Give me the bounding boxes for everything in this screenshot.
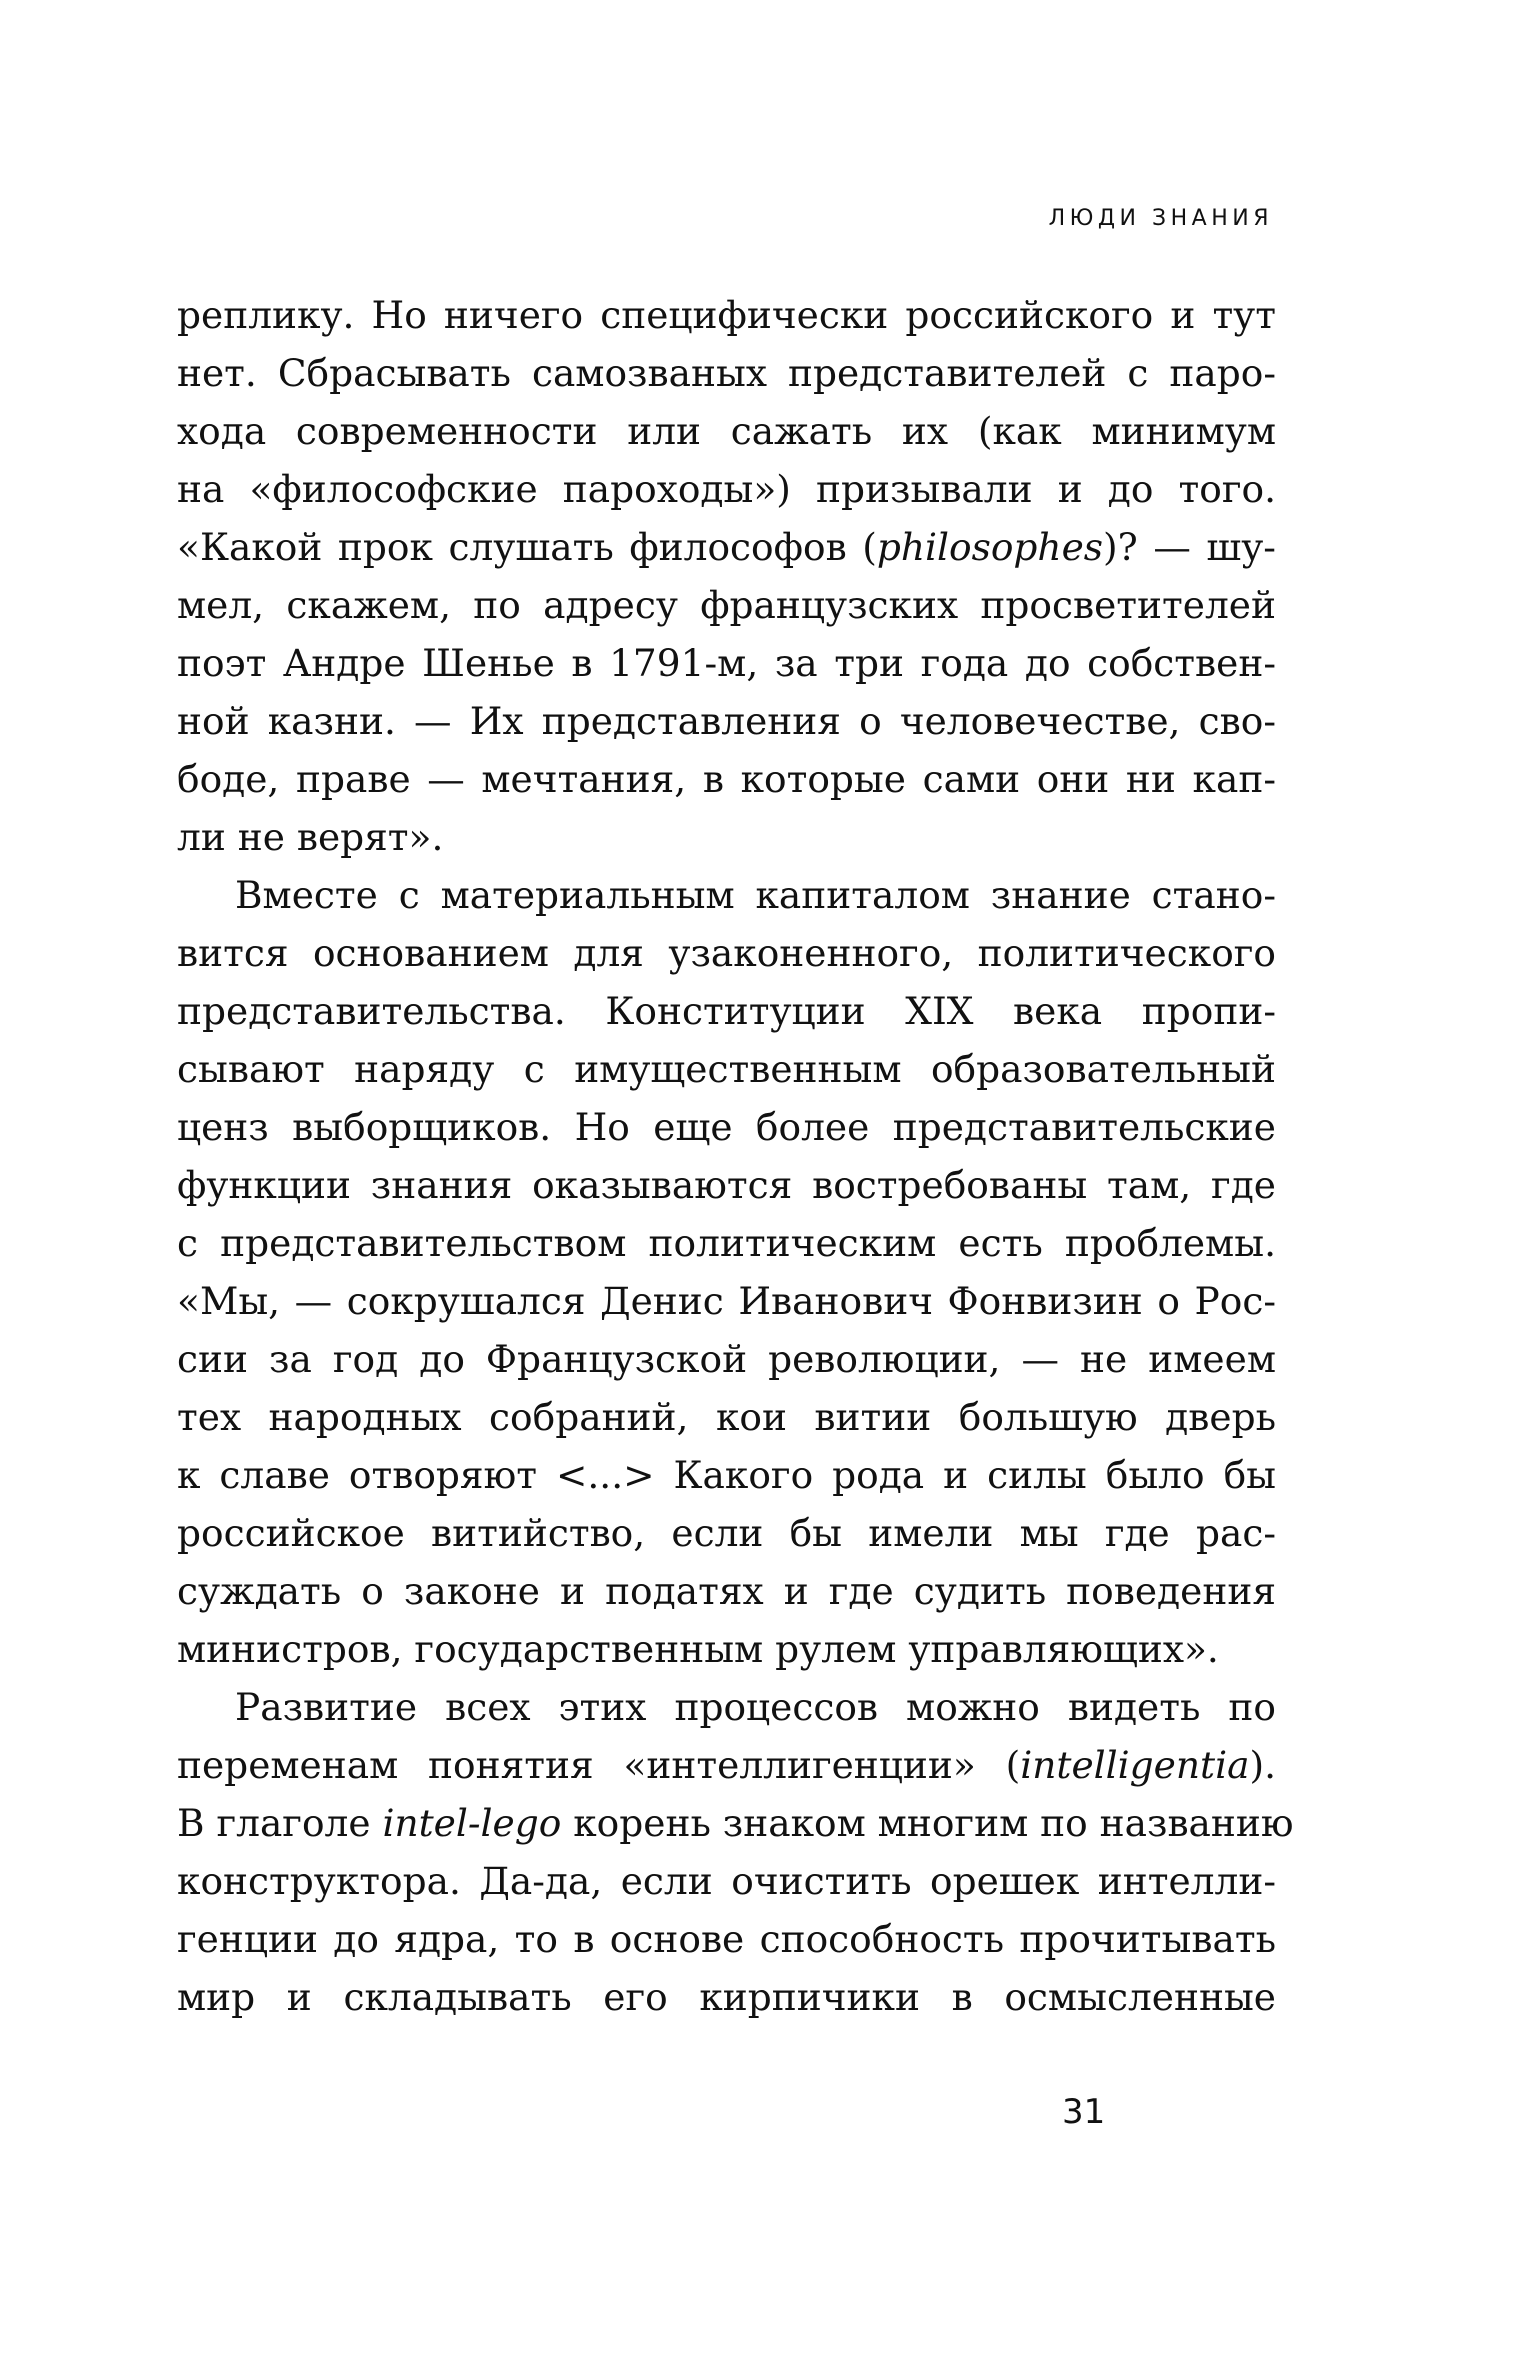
text-segment: сывают наряду с имущественным образовательный bbox=[177, 1047, 1276, 1091]
text-segment: суждать о законе и податях и где судить поведения bbox=[177, 1569, 1276, 1613]
text-segment: корень знаком многим по названию bbox=[561, 1801, 1294, 1845]
text-segment: хода современности или сажать их (как минимум bbox=[177, 409, 1276, 453]
text-segment: представительства. Конституции XIX века пропи- bbox=[177, 989, 1276, 1033]
text-line bbox=[177, 1736, 1276, 1794]
text-segment: «Какой прок слушать философов ( bbox=[177, 525, 877, 569]
text-line bbox=[177, 1852, 1276, 1910]
text-line bbox=[177, 1446, 1276, 1504]
text-segment: В глаголе bbox=[177, 1801, 383, 1845]
text-segment: министров, государственным рулем управляющих». bbox=[177, 1627, 1219, 1671]
text-line bbox=[177, 402, 1276, 460]
text-segment: Вместе с материальным капиталом знание стано- bbox=[235, 873, 1276, 917]
text-segment: к славе отворяют <...> Какого рода и силы было бы bbox=[177, 1453, 1276, 1497]
text-segment: российское витийство, если бы имели мы где рас- bbox=[177, 1511, 1276, 1555]
text-segment: реплику. Но ничего специфически российского и тут bbox=[177, 293, 1276, 337]
text-segment: с представительством политическим есть проблемы. bbox=[177, 1221, 1276, 1265]
text-segment: сии за год до Французской революции, — не имеем bbox=[177, 1337, 1276, 1381]
text-line bbox=[177, 1156, 1276, 1214]
text-line bbox=[177, 460, 1276, 518]
text-line bbox=[177, 1330, 1276, 1388]
text-segment: генции до ядра, то в основе способность прочитывать bbox=[177, 1917, 1276, 1961]
text-line bbox=[177, 1794, 1294, 1852]
italic-term: intelligentia bbox=[1020, 1743, 1250, 1787]
running-header: ЛЮДИ ЗНАНИЯ bbox=[1048, 206, 1273, 231]
text-line bbox=[177, 1040, 1276, 1098]
text-segment: Развитие всех этих процессов можно видеть по bbox=[235, 1685, 1276, 1729]
text-segment: функции знания оказываются востребованы там, где bbox=[177, 1163, 1276, 1207]
text-segment: поэт Андре Шенье в 1791-м, за три года до собствен- bbox=[177, 641, 1276, 685]
text-line bbox=[177, 286, 1276, 344]
text-line bbox=[177, 1620, 1276, 1678]
text-segment: тех народных собраний, кои витии большую дверь bbox=[177, 1395, 1276, 1439]
text-line bbox=[177, 1214, 1276, 1272]
text-line bbox=[177, 692, 1276, 750]
text-segment: вится основанием для узаконенного, политического bbox=[177, 931, 1276, 975]
text-segment: боде, праве — мечтания, в которые сами они ни кап- bbox=[177, 757, 1276, 801]
text-line bbox=[177, 750, 1276, 808]
text-line bbox=[177, 866, 1276, 924]
text-line bbox=[177, 1272, 1276, 1330]
text-segment: нет. Сбрасывать самозваных представителей с паро- bbox=[177, 351, 1276, 395]
text-segment: «Мы, — сокрушался Денис Иванович Фонвизин о Рос- bbox=[177, 1279, 1276, 1323]
text-line bbox=[177, 1562, 1276, 1620]
text-segment: ценз выборщиков. Но еще более представительские bbox=[177, 1105, 1276, 1149]
italic-term: intel-lego bbox=[382, 1801, 562, 1845]
page-number: 31 bbox=[1062, 2092, 1106, 2132]
text-segment: на «философские пароходы») призывали и до того. bbox=[177, 467, 1276, 511]
text-line bbox=[177, 982, 1276, 1040]
text-segment: конструктора. Да-да, если очистить орешек интелли- bbox=[177, 1859, 1276, 1903]
text-line bbox=[177, 634, 1276, 692]
text-segment: переменам понятия «интеллигенции» ( bbox=[177, 1743, 1021, 1787]
text-line bbox=[177, 1504, 1276, 1562]
text-segment: мел, скажем, по адресу французских просветителей bbox=[177, 583, 1276, 627]
text-line bbox=[177, 1910, 1276, 1968]
text-segment: ). bbox=[1249, 1743, 1276, 1787]
text-segment: ли не верят». bbox=[177, 815, 444, 859]
text-line bbox=[177, 1678, 1276, 1736]
text-line bbox=[177, 518, 1276, 576]
italic-term: philosophes bbox=[876, 525, 1104, 569]
text-line bbox=[177, 808, 1276, 866]
text-line bbox=[177, 344, 1276, 402]
body-text bbox=[177, 286, 1294, 2026]
text-line bbox=[177, 1098, 1276, 1156]
text-line bbox=[177, 1388, 1276, 1446]
text-segment: ной казни. — Их представления о человечестве, сво- bbox=[177, 699, 1276, 743]
text-line bbox=[177, 1968, 1276, 2026]
text-segment: мир и складывать его кирпичики в осмысленные bbox=[177, 1975, 1276, 2019]
text-line bbox=[177, 576, 1276, 634]
text-segment: )? — шу- bbox=[1103, 525, 1276, 569]
text-line bbox=[177, 924, 1276, 982]
